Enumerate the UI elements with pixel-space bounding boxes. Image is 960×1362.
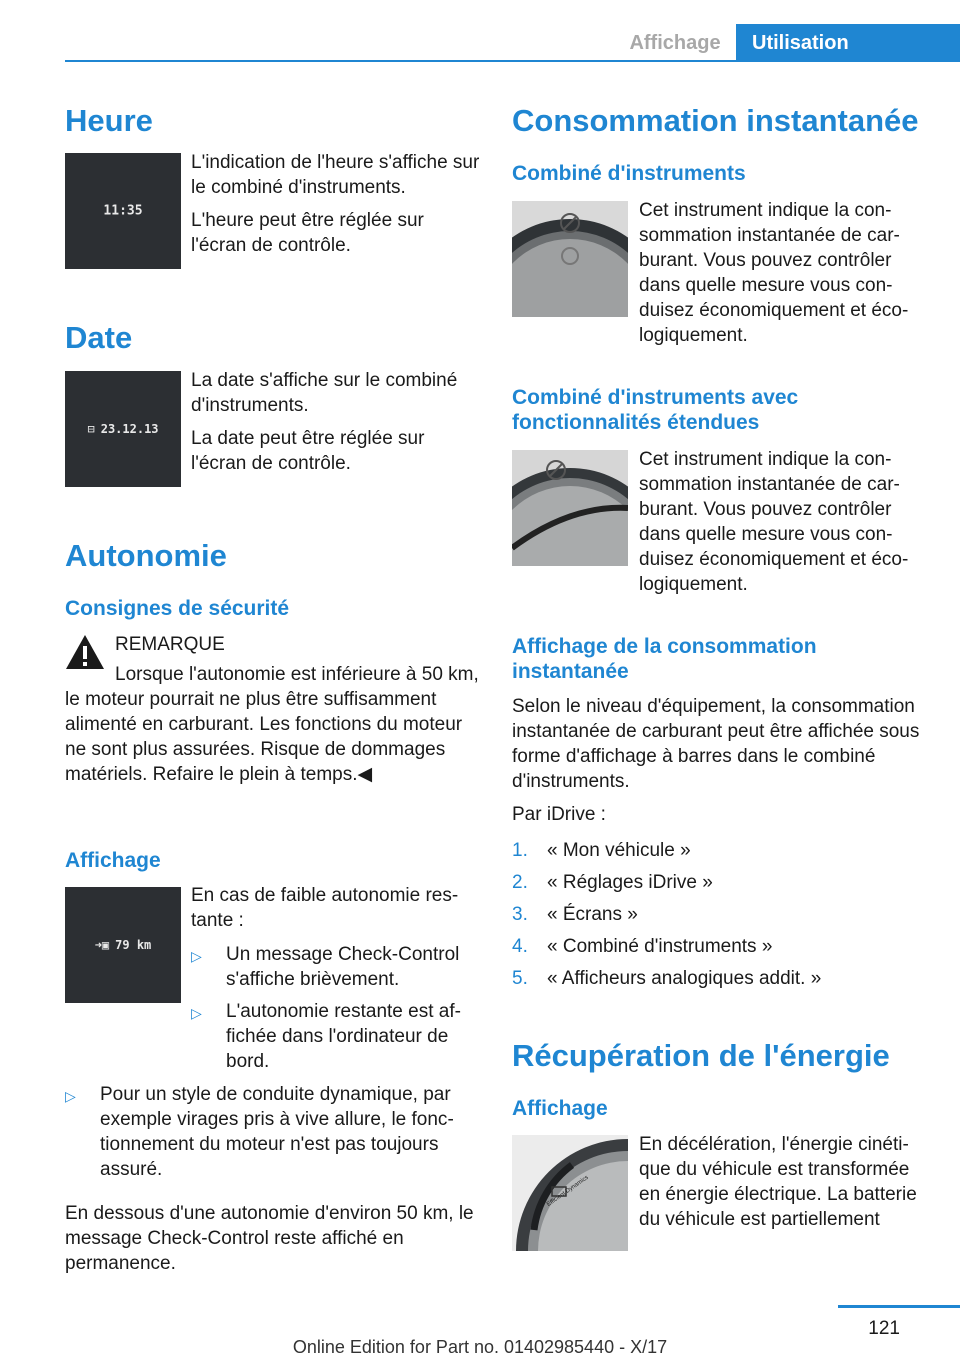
header-tab-affichage: Affichage (629, 32, 721, 54)
combine-ext-title: Combiné d'instruments avec fonctionnalités étendues (512, 386, 799, 434)
fuel-pump-icon: ➜▣ (94, 938, 110, 952)
list-item: ▷ Pour un style de conduite dynamique, par exemple virages pris à vive allure, le fonctionnement du moteur n'est pas toujours assuré. (65, 1084, 454, 1180)
affichage-conso-title: Affichage de la consommation instantanée (512, 635, 817, 683)
header-rule (65, 60, 960, 62)
bullet-triangle-icon: ▷ (191, 1005, 202, 1021)
recuperation-text: En décélération, l'énergie cinétique du véhicule est transformée en énergie électrique. La batterie du véhicule est partiellement (639, 1134, 917, 1230)
gauge-dial-extended-icon (512, 450, 628, 566)
date-readout: ⊟ 23.12.13 (87, 422, 159, 436)
consumption-gauge-extended-image (512, 450, 628, 566)
clock-readout: 11:35 (103, 203, 143, 219)
gauge-dial-icon (512, 201, 628, 317)
combine-ext-text: Cet instrument indique la consommation instantanée de carburant. Vous pouvez contrôler dans quelle mesure vous conduisez économiquement et écologiquement. (639, 449, 909, 595)
page-number: 121 (868, 1318, 900, 1339)
bullet-triangle-icon: ▷ (191, 948, 202, 964)
recuperation-gauge-image (512, 1135, 628, 1251)
list-item: ▷ L'autonomie restante est affichée dans l'ordinateur de bord. (191, 1001, 461, 1072)
consignes-title: Consignes de sécurité (65, 597, 290, 620)
autonomie-intro: En cas de faible autonomie restante : (191, 885, 459, 931)
list-item: ▷ Un message Check-Control s'affiche brièvement. (191, 944, 460, 990)
footer-edition: Online Edition for Part no. 01402985440 - X/17 (292, 1337, 668, 1357)
affichage-conso-text: Selon le niveau d'équipement, la consommation instantanée de carburant peut être affichée sous forme d'affichage à barres dans le combiné d'instruments. (512, 696, 920, 792)
gauge-label: Efficient Dynamics (546, 1174, 590, 1208)
bullet-triangle-icon: ▷ (65, 1088, 76, 1104)
consommation-title: Consommation instantanée (512, 103, 919, 138)
autonomie-closing: En dessous d'une autonomie d'environ 50 km, le message Check-Control reste affiché en permanence. (65, 1203, 474, 1274)
heure-text-2: L'heure peut être réglée sur l'écran de contrôle. (191, 210, 424, 256)
recuperation-title: Récupération de l'énergie (512, 1038, 890, 1073)
date-text-1: La date s'affiche sur le combiné d'instruments. (191, 370, 458, 416)
clock-display-image (65, 153, 181, 269)
footer-rule (838, 1305, 960, 1308)
idrive-label: Par iDrive : (512, 804, 606, 825)
range-display-image (65, 887, 181, 1003)
autonomie-title: Autonomie (65, 538, 227, 573)
range-readout: ➜▣ 79 km (94, 938, 152, 952)
list-item: 1. « Mon véhicule » (512, 840, 691, 861)
remarque-text: Lorsque l'autonomie est inférieure à 50 km, le moteur pourrait ne plus être suffisamment alimenté en carburant. Les fonctions du moteur ne sont plus assurées. Risque de dommages matériels. Refaire le plein à temps.◀ (65, 664, 479, 785)
list-item: 2. « Réglages iDrive » (512, 872, 713, 893)
heure-title: Heure (65, 103, 153, 138)
calendar-icon: ⊟ (87, 422, 95, 436)
list-item: 5. « Afficheurs analogiques addit. » (512, 968, 822, 989)
header-tab-utilisation: Utilisation (736, 24, 960, 62)
combine-text: Cet instrument indique la consommation instantanée de carburant. Vous pouvez contrôler dans quelle mesure vous conduisez économiquement et écologiquement. (639, 200, 909, 346)
list-item: 4. « Combiné d'instruments » (512, 936, 773, 957)
affichage-autonomie-title: Affichage (65, 849, 161, 872)
date-text-2: La date peut être réglée sur l'écran de contrôle. (191, 428, 425, 474)
list-item: 3. « Écrans » (512, 904, 638, 925)
combine-title: Combiné d'instruments (512, 162, 746, 185)
heure-text-1: L'indication de l'heure s'affiche sur le combiné d'instruments. (191, 152, 480, 198)
remarque-label: REMARQUE (115, 634, 225, 655)
date-display-image (65, 371, 181, 487)
recuperation-affichage-title: Affichage (512, 1097, 608, 1120)
consumption-gauge-image (512, 201, 628, 317)
date-title: Date (65, 320, 133, 355)
